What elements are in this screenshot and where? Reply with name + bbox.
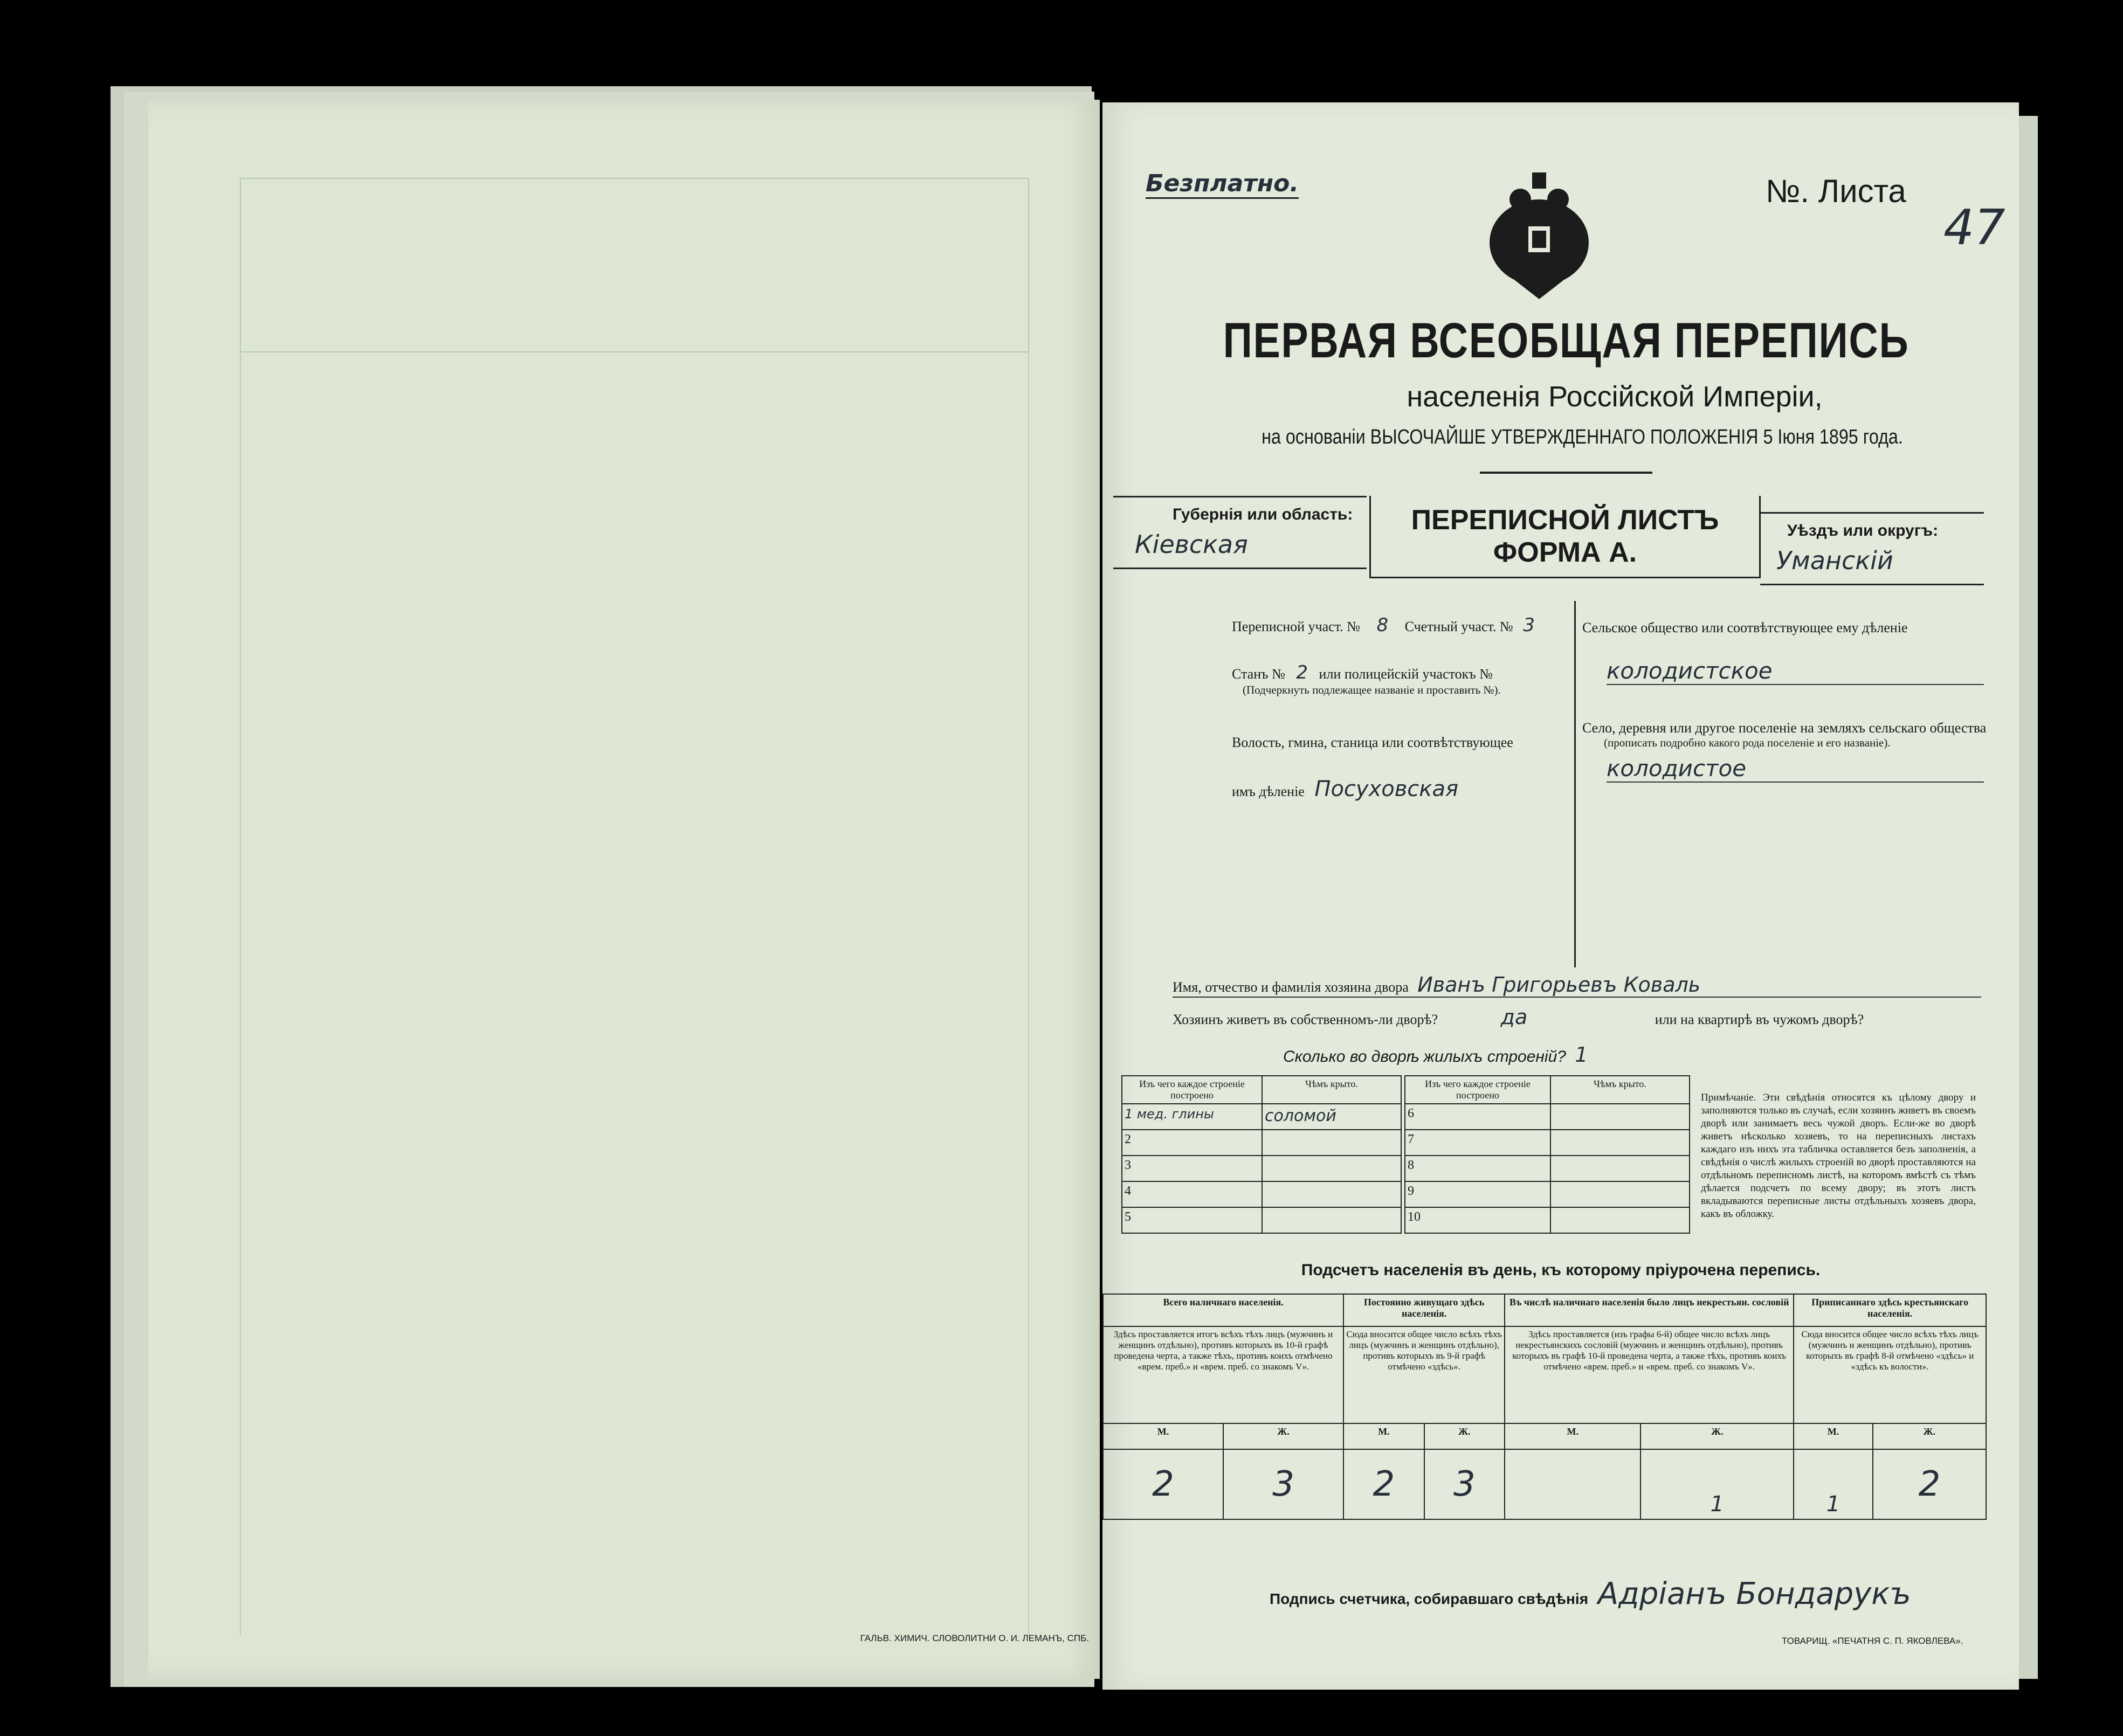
table-row: 5 xyxy=(1122,1207,1401,1233)
count-area-label: Счетный участ. № xyxy=(1404,619,1513,634)
settlement-note: (прописать подробно какого рода поселеніе и его названіе). xyxy=(1604,736,1891,749)
own-yard-row xyxy=(1173,1005,1981,1029)
sheet-number-value: 47 xyxy=(1943,199,2005,256)
left-page-faint-header xyxy=(240,178,1029,352)
left-page-faint-rule xyxy=(240,353,1029,1636)
table-row: 8 xyxy=(1405,1156,1690,1181)
stan-label: Станъ № xyxy=(1232,666,1285,682)
police-label: или полицейскій участокъ № xyxy=(1319,666,1493,682)
table-row: 10 xyxy=(1405,1207,1690,1233)
volost-row xyxy=(1232,777,1566,801)
table-row: 6 xyxy=(1405,1104,1690,1130)
own-yard-label: Хозяинъ живетъ въ собственномъ-ли дворѣ? xyxy=(1173,1012,1438,1027)
table-row: 7 xyxy=(1405,1130,1690,1156)
buildings-table-right xyxy=(1404,1075,1690,1234)
printer-right: ТОВАРИЩ. «ПЕЧАТНЯ С. П. ЯКОВЛЕВА». xyxy=(1782,1636,1963,1646)
decorative-divider xyxy=(1480,472,1652,474)
owner-value: Иванъ Григорьевъ Коваль xyxy=(1417,973,1701,997)
signature-value: Адріанъ Бондарукъ xyxy=(1597,1576,1911,1611)
count-4-f: 2 xyxy=(1873,1449,1986,1519)
count-head-1: Всего наличнаго населенія. xyxy=(1103,1294,1343,1326)
stan-row xyxy=(1232,662,1566,683)
volost-label-2: имъ дѣленіе xyxy=(1232,784,1305,799)
uezd-value: Уманскій xyxy=(1776,546,1893,575)
form-title-box xyxy=(1369,496,1761,578)
count-1-m: 2 xyxy=(1103,1449,1223,1519)
address-right xyxy=(1582,620,1992,783)
buildings-row xyxy=(1283,1043,1588,1067)
village-society-value: колодистское xyxy=(1607,658,1984,685)
count-head-3: Въ числѣ наличнаго населенія было лицъ некрестьян. сословій xyxy=(1505,1294,1794,1326)
buildings-label: Сколько во дворѣ жилыхъ строеній? xyxy=(1283,1048,1566,1066)
table-row: 2 xyxy=(1122,1130,1401,1156)
count-3-f: 1 xyxy=(1640,1449,1794,1519)
settlement-label: Село, деревня или другое поселеніе на земляхъ сельскаго общества xyxy=(1582,720,1987,736)
count-desc-3: Здѣсь проставляется (изъ графы 6-й) общее число всѣхъ лицъ некрестьянскихъ сословій (мужчинъ и женщинъ отдѣльно), противъ которыхъ въ графѣ 10-й проведена черта, а также тѣхъ, противъ коихъ отмѣчено «врем. преб.» и «врем. преб. со знакомъ V». xyxy=(1505,1326,1794,1423)
stan-value: 2 xyxy=(1296,662,1308,683)
page-subtitle: населенія Россійской Имперіи, xyxy=(1407,381,1823,413)
guberniya-box xyxy=(1113,496,1367,569)
own-yard-value: да xyxy=(1500,1005,1528,1029)
table-row: 9 xyxy=(1405,1181,1690,1207)
bld-col-roof-header: Чѣмъ крыто. xyxy=(1262,1076,1401,1104)
form-title-1: ПЕРЕПИСНОЙ ЛИСТЪ xyxy=(1411,504,1719,536)
uezd-label: Уѣздъ или округъ: xyxy=(1787,522,1939,540)
count-title: Подсчетъ населенія въ день, къ которому пріурочена перепись. xyxy=(1301,1261,1821,1279)
address-divider xyxy=(1574,601,1576,967)
count-head-2: Постоянно живущаго здѣсь населенія. xyxy=(1343,1294,1505,1326)
sheet-number-label: №. Листа xyxy=(1766,173,1906,209)
printer-left: ГАЛЬВ. ХИМИЧ. СЛОВОЛИТНИ О. И. ЛЕМАНЪ, СПБ. xyxy=(860,1633,1089,1643)
count-2-f: 3 xyxy=(1424,1449,1505,1519)
count-desc-2: Сюда вносится общее число всѣхъ тѣхъ лицъ (мужчинъ и женщинъ отдѣльно), противъ которыхъ въ 9-й графѣ отмѣчено «здѣсь». xyxy=(1343,1326,1505,1423)
volost-value: Посуховская xyxy=(1314,777,1459,801)
buildings-value: 1 xyxy=(1575,1043,1588,1067)
legal-basis: на основаніи ВЫСОЧАЙШЕ УТВЕРЖДЕННАГО ПОЛОЖЕНІЯ 5 Іюня 1895 года. xyxy=(1262,426,1903,448)
owner-row xyxy=(1173,973,1981,998)
buildings-table-left xyxy=(1121,1075,1402,1234)
signature-row xyxy=(1270,1576,1911,1611)
address-left xyxy=(1232,614,1566,801)
census-area-label: Переписной участ. № xyxy=(1232,619,1360,634)
owner-label: Имя, отчество и фамилія хозяина двора xyxy=(1173,979,1409,995)
count-desc-1: Здѣсь проставляется итогъ всѣхъ тѣхъ лицъ (мужчинъ и женщинъ отдѣльно), противъ которыхъ въ 10-й графѣ проведена черта, а также тѣхъ, противъ коихъ отмѣчено «врем. преб.» и «врем. преб. со знакомъ V». xyxy=(1103,1326,1343,1423)
guberniya-label: Губернія или область: xyxy=(1173,506,1353,523)
count-4-m: 1 xyxy=(1794,1449,1873,1519)
volost-label: Волость, гмина, станица или соотвѣтствующее xyxy=(1232,735,1513,750)
note-text: Примѣчаніе. Эти свѣдѣнія относятся къ цѣлому двору и заполняются только въ случаѣ, если хозяинъ живетъ въ своемъ дворѣ или занимаетъ весь чужой дворъ. Если-же во дворѣ живетъ нѣсколько хозяевъ, то на переписныхъ листахъ каждаго изъ нихъ эта табличка оставляется безъ заполненія, а свѣдѣнія о числѣ жилыхъ строеній во дворѣ проставляются на отдѣльномъ переписномъ листѣ, на которомъ вмѣстѣ съ тѣмъ дѣлается подсчетъ по всему двору; въ этотъ листъ вкладываются переписные листы отдѣльныхъ хозяевъ двора, какъ въ обложку. xyxy=(1701,1092,1976,1220)
count-head-4: Приписаннаго здѣсь крестьянскаго населенія. xyxy=(1794,1294,1986,1326)
count-3-m xyxy=(1505,1449,1640,1519)
guberniya-value: Кіевская xyxy=(1135,530,1248,559)
count-2-m: 2 xyxy=(1343,1449,1424,1519)
table-row: 3 xyxy=(1122,1156,1401,1181)
table-row: 1 мед. глины соломой xyxy=(1122,1104,1401,1130)
bld-col-material-header: Изъ чего каждое строеніе построено xyxy=(1122,1076,1262,1104)
settlement-value: колодистое xyxy=(1607,755,1984,783)
imperial-eagle-icon xyxy=(1483,167,1596,302)
bld-roof-1: соломой xyxy=(1262,1104,1401,1130)
page-title: ПЕРВАЯ ВСЕОБЩАЯ ПЕРЕПИСЬ xyxy=(1223,313,1910,368)
table-row: 4 xyxy=(1122,1181,1401,1207)
village-society-label: Сельское общество или соотвѣтствующее ему дѣленіе xyxy=(1582,620,1908,635)
free-label: Безплатно. xyxy=(1146,170,1299,199)
bld-col-roof-header-2: Чѣмъ крыто. xyxy=(1550,1076,1690,1104)
underline-note: (Подчеркнуть подлежащее названіе и проставить №). xyxy=(1243,683,1501,696)
left-page xyxy=(148,100,1100,1679)
count-area-value: 3 xyxy=(1523,614,1535,636)
count-desc-4: Сюда вносится общее число всѣхъ тѣхъ лицъ (мужчинъ и женщинъ отдѣльно), противъ которыхъ въ графѣ 8-й отмѣчено «здѣсь» и «здѣсь къ волости». xyxy=(1794,1326,1986,1423)
population-count-table: Всего наличнаго населенія. Постоянно живущаго здѣсь населенія. Въ числѣ наличнаго населенія было лицъ некрестьян. сословій Приписаннаго здѣсь крестьянскаго населенія. Здѣсь проставляется итогъ всѣхъ тѣхъ лицъ (мужчинъ и женщинъ отдѣльно), противъ которыхъ въ 10-й графѣ проведена черта, а также тѣхъ, противъ коихъ отмѣчено «врем. преб.» и «врем. преб. со знакомъ V». Сюда вносится общее число всѣхъ тѣхъ лицъ (мужчинъ и женщинъ отдѣльно), противъ которыхъ въ 9-й графѣ отмѣчено «здѣсь». Здѣсь проставляется (изъ графы 6-й) общее число всѣхъ лицъ некрестьянскихъ сословій (мужчинъ и женщинъ отдѣльно), противъ которыхъ въ графѣ 10-й проведена черта, а также тѣхъ, противъ коихъ отмѣчено «врем. преб.» и «врем. преб. со знакомъ V». Сюда вносится общее число всѣхъ тѣхъ лицъ (мужчинъ и женщинъ отдѣльно), противъ которыхъ въ графѣ 8-й отмѣчено «здѣсь» и «здѣсь къ волости». М. Ж. М. Ж. М. Ж. М. Ж. 2 3 2 3 1 1 2 xyxy=(1102,1294,1987,1520)
census-form-page xyxy=(1102,102,2019,1690)
bld-material-1: мед. глины xyxy=(1136,1106,1214,1122)
signature-label: Подпись счетчика, собиравшаго свѣдѣнія xyxy=(1270,1590,1589,1607)
sheet-number xyxy=(1766,172,1906,210)
form-title-2: ФОРМА А. xyxy=(1493,537,1637,568)
bld-col-material-header-2: Изъ чего каждое строеніе построено xyxy=(1405,1076,1550,1104)
rent-label: или на квартирѣ въ чужомъ дворѣ? xyxy=(1655,1012,1864,1027)
census-area-row xyxy=(1232,614,1566,636)
uezd-box xyxy=(1760,512,1984,585)
count-values-row xyxy=(1103,1449,1986,1519)
census-area-value: 8 xyxy=(1376,614,1389,636)
count-1-f: 3 xyxy=(1223,1449,1343,1519)
